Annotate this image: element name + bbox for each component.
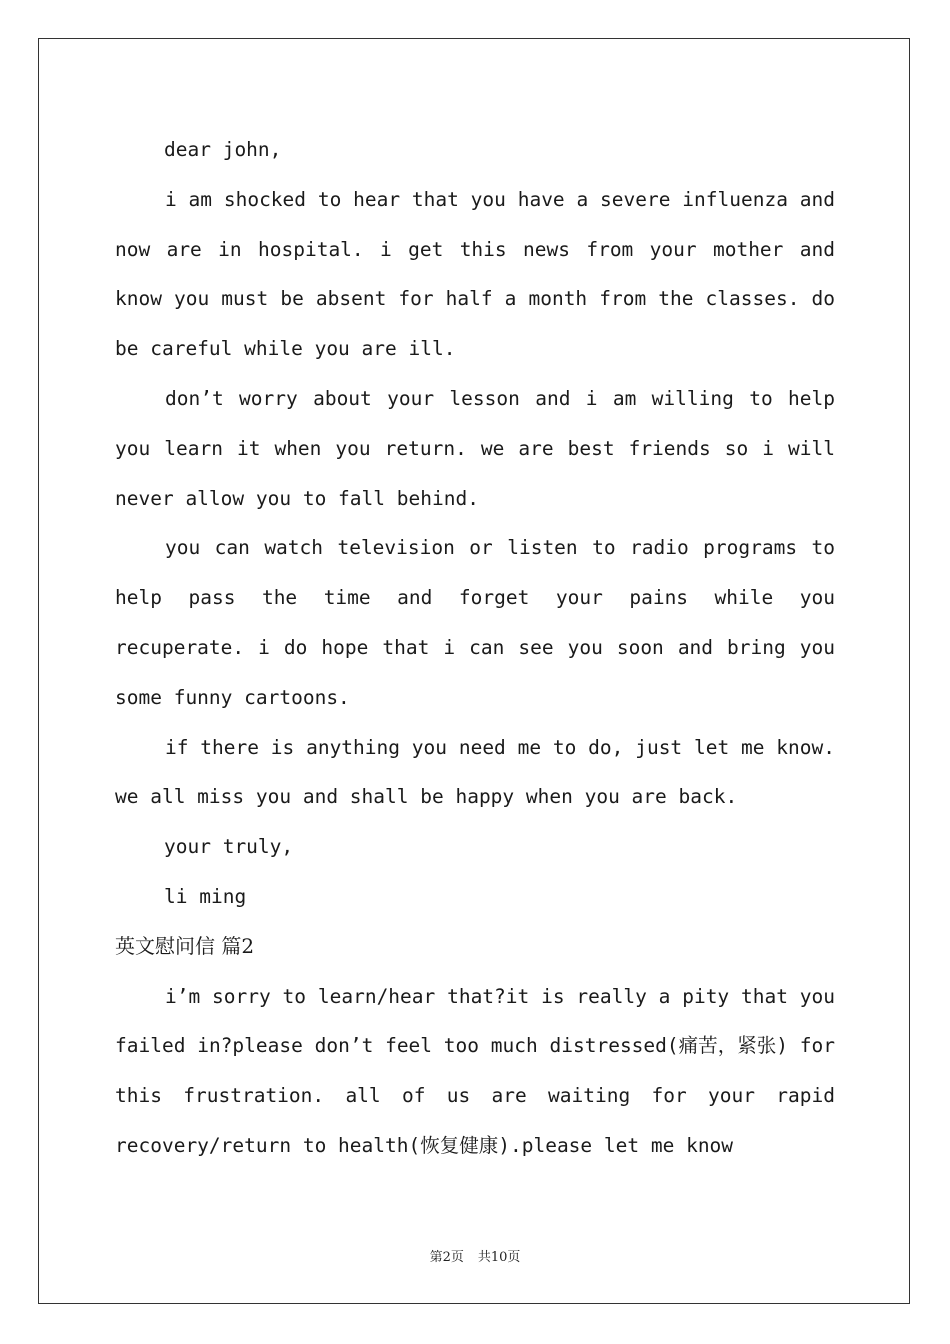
section-heading: 英文慰问信 篇2 [115, 933, 255, 958]
section2-paragraph-1: i’m sorry to learn/hear that?it is really a pity that you failed in?please don’t feel too much distressed(痛苦，紧张) for this frustration. all of us are waiting for your rapid recovery/return to health(恢复健康).please let me know [115, 984, 835, 1157]
page-footer [0, 1246, 950, 1265]
letter-signature: li ming [164, 884, 247, 908]
letter-paragraph-3: you can watch television or listen to radio programs to help pass the time and forget your pains while you recuperate. i do hope that i can see you soon and bring you some funny cartoons. [115, 536, 835, 709]
letter-salutation: dear john, [164, 138, 282, 161]
letter-paragraph-2: don’t worry about your lesson and i am willing to help you learn it when you return. we are best friends so i will never allow you to fall behind. [115, 386, 835, 510]
letter-closing: your truly, [164, 835, 294, 859]
page-number: 第2页 [429, 1250, 464, 1265]
page-total: 共10页 [477, 1250, 521, 1265]
document-body [115, 125, 835, 1171]
letter-paragraph-1: i am shocked to hear that you have a severe influenza and now are in hospital. i get this news from your mother and know you must be absent for half a month from the classes. do be careful while you are ill. [115, 187, 835, 361]
letter-paragraph-4: if there is anything you need me to do, just let me know. we all miss you and shall be happy when you are back. [115, 735, 835, 809]
